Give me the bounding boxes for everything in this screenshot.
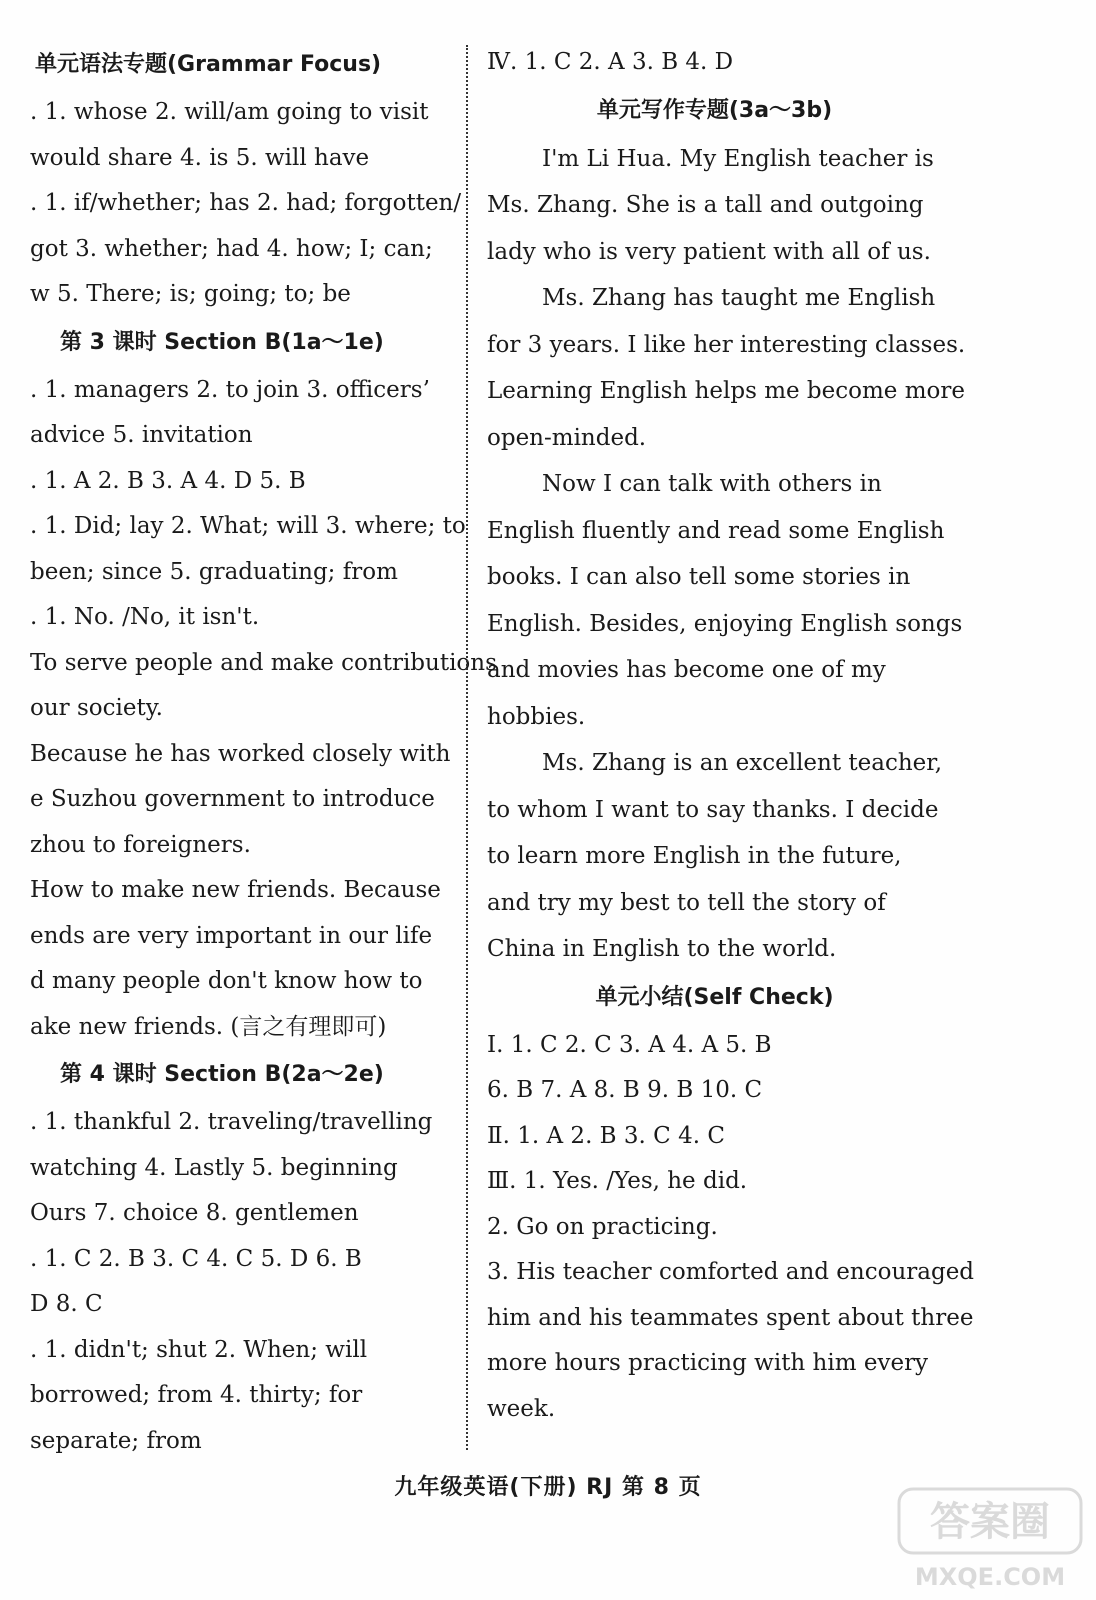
paragraph-line: Ms. Zhang. She is a tall and outgoing — [487, 192, 924, 218]
paragraph-line: for 3 years. I like her interesting classes. — [487, 331, 966, 358]
paragraph-line: books. I can also tell some stories in — [487, 564, 911, 590]
lesson3-answers — [30, 368, 497, 1051]
paragraph-line: Learning English helps me become more — [487, 378, 965, 404]
answer-line: w 5. There; is; going; to; be — [30, 281, 351, 307]
answer-line: 6. B 7. A 8. B 9. B 10. C — [487, 1077, 763, 1103]
paragraph-line: and try my best to tell the story of — [487, 889, 886, 916]
answer-line: Ours 7. choice 8. gentlemen — [30, 1200, 359, 1226]
watermark-logo — [895, 1485, 1085, 1595]
answer-line: . 1. C 2. B 3. C 4. C 5. D 6. B — [30, 1245, 362, 1272]
answer-line: ake new friends. (言之有理即可) — [30, 1013, 387, 1040]
paragraph-line: I'm Li Hua. My English teacher is — [542, 145, 934, 172]
lesson4-heading: 第 4 课时 Section B(2a～2e) — [60, 1062, 384, 1087]
answer-line: . 1. No. /No, it isn't. — [30, 604, 260, 630]
answer-line: him and his teammates spent about three — [487, 1304, 974, 1331]
answer-line: been; since 5. graduating; from — [30, 558, 398, 585]
answer-line: watching 4. Lastly 5. beginning — [30, 1154, 398, 1181]
grammar-focus-heading: 单元语法专题(Grammar Focus) — [35, 52, 382, 77]
answer-line: To serve people and make contributions — [30, 649, 497, 676]
writing-paragraph — [487, 461, 963, 740]
writing-paragraph — [487, 136, 942, 276]
paragraph-line: Now I can talk with others in — [542, 471, 882, 497]
answer-line: . 1. managers 2. to join 3. officers’ — [30, 376, 430, 403]
paragraph-line: to learn more English in the future, — [487, 843, 902, 869]
answer-line: ends are very important in our life — [30, 922, 433, 949]
paragraph-line: open-minded. — [487, 424, 647, 451]
answer-line: 3. His teacher comforted and encouraged — [487, 1259, 975, 1285]
answer-line: borrowed; from 4. thirty; for — [30, 1382, 363, 1408]
left-column — [30, 40, 497, 1464]
paragraph-line: to whom I want to say thanks. I decide — [487, 796, 939, 823]
answer-line: more hours practicing with him every — [487, 1350, 929, 1376]
answer-line: . 1. whose 2. will/am going to visit — [30, 99, 429, 125]
answer-line: e Suzhou government to introduce — [30, 786, 435, 812]
answer-line: zhou to foreigners. — [30, 831, 251, 858]
answer-line: our society. — [30, 695, 163, 721]
watermark-label: 答案圈 — [930, 1499, 1050, 1545]
answer-line: d many people don't know how to — [30, 968, 423, 994]
answer-line: Ⅱ. 1. A 2. B 3. C 4. C — [487, 1122, 725, 1149]
writing-sample — [487, 136, 966, 973]
answer-line: How to make new friends. Because — [30, 877, 441, 903]
page-footer: 九年级英语(下册) RJ 第 8 页 — [394, 1475, 702, 1500]
paragraph-line: Ms. Zhang is an excellent teacher, — [542, 750, 943, 776]
answer-line: week. — [487, 1395, 556, 1422]
answer-line: got 3. whether; had 4. how; I; can; — [30, 235, 433, 262]
answer-line: . 1. A 2. B 3. A 4. D 5. B — [30, 467, 306, 494]
writing-paragraph — [487, 740, 942, 973]
answer-line: . 1. if/whether; has 2. had; forgotten/ — [30, 190, 462, 216]
paragraph-line: hobbies. — [487, 703, 586, 730]
answer-line: separate; from — [30, 1427, 202, 1454]
right-column — [487, 40, 975, 1432]
grammar-focus-answers — [30, 90, 462, 318]
paragraph-line: English. Besides, enjoying English songs — [487, 610, 963, 637]
writing-paragraph — [487, 275, 966, 461]
answer-line: . 1. Did; lay 2. What; will 3. where; to — [30, 513, 466, 539]
answer-line: Because he has worked closely with — [30, 740, 451, 767]
paragraph-line: English fluently and read some English — [487, 517, 945, 544]
answer-line: . 1. thankful 2. traveling/travelling — [30, 1109, 433, 1135]
answer-line: D 8. C — [30, 1291, 103, 1317]
answer-line: would share 4. is 5. will have — [30, 144, 370, 171]
watermark-url: MXQE.COM — [914, 1563, 1066, 1591]
answer-line: 2. Go on practicing. — [487, 1213, 718, 1240]
paragraph-line: lady who is very patient with all of us. — [487, 238, 931, 265]
paragraph-line: and movies has become one of my — [487, 657, 886, 683]
unit-iv-answers: Ⅳ. 1. C 2. A 3. B 4. D — [487, 49, 734, 75]
lesson4-answers — [30, 1100, 450, 1464]
paragraph-line: Ms. Zhang has taught me English — [542, 285, 936, 311]
answer-line: Ⅰ. 1. C 2. C 3. A 4. A 5. B — [487, 1031, 772, 1058]
answer-line: Ⅲ. 1. Yes. /Yes, he did. — [487, 1168, 748, 1194]
answer-line: . 1. didn't; shut 2. When; will — [30, 1336, 368, 1363]
self-check-heading: 单元小结(Self Check) — [595, 984, 834, 1010]
paragraph-line: China in English to the world. — [487, 936, 837, 962]
writing-heading: 单元写作专题(3a～3b) — [596, 97, 833, 123]
answer-line: advice 5. invitation — [30, 422, 253, 448]
lesson3-heading: 第 3 课时 Section B(1a～1e) — [60, 329, 384, 355]
self-check-answers — [487, 1023, 975, 1433]
column-divider — [466, 45, 468, 1450]
